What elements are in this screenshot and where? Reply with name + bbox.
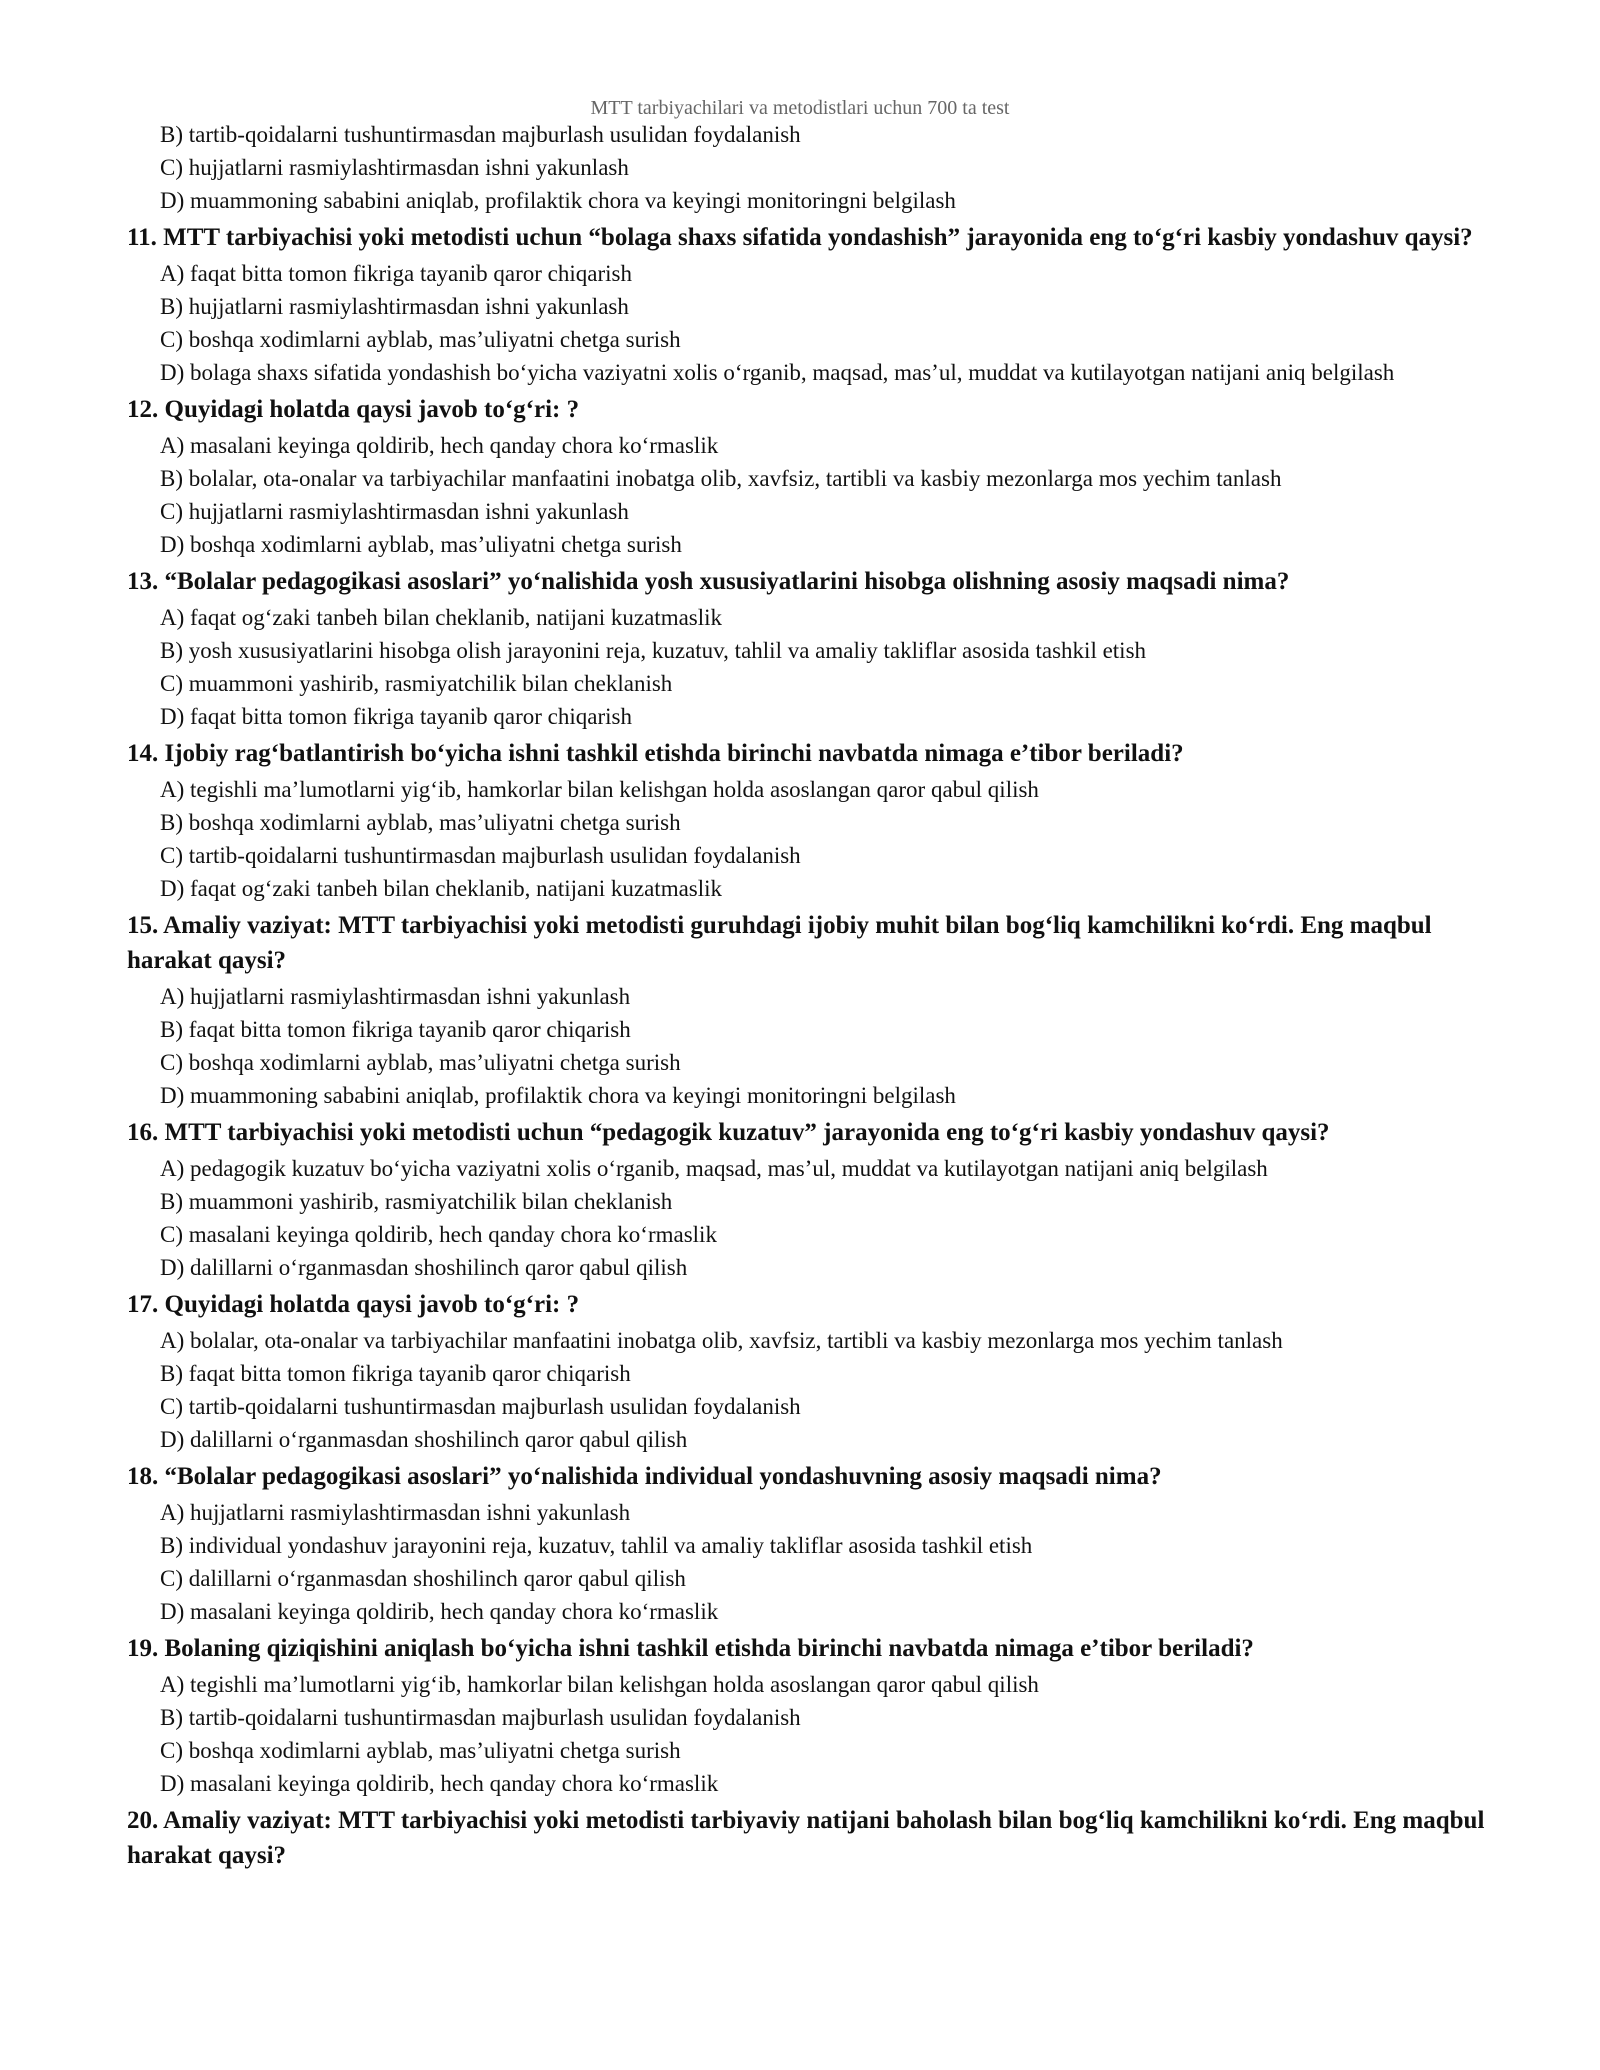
question-block bbox=[127, 1287, 1500, 1456]
answer-option: C) boshqa xodimlarni ayblab, mas’uliyatni chetga surish bbox=[160, 1050, 681, 1075]
answer-option: D) faqat og‘zaki tanbeh bilan cheklanib, natijani kuzatmaslik bbox=[160, 876, 723, 901]
answer-option: D) masalani keyinga qoldirib, hech qanday chora ko‘rmaslik bbox=[160, 1599, 719, 1624]
question-heading bbox=[127, 736, 1500, 771]
answer-option: D) boshqa xodimlarni ayblab, mas’uliyatni chetga surish bbox=[160, 532, 682, 557]
answer-option: C) hujjatlarni rasmiylashtirmasdan ishni yakunlash bbox=[160, 499, 629, 524]
question-number: 16. bbox=[127, 1119, 159, 1146]
question-number: 18. bbox=[127, 1463, 159, 1490]
answer-option: A) masalani keyinga qoldirib, hech qanday chora ko‘rmaslik bbox=[160, 433, 719, 458]
answer-option: B) hujjatlarni rasmiylashtirmasdan ishni yakunlash bbox=[160, 294, 629, 319]
question-text: “Bolalar pedagogikasi asoslari” yo‘nalishida yosh xususiyatlarini hisobga olishning asosiy maqsadi nima? bbox=[164, 568, 1290, 595]
question-number: 13. bbox=[127, 568, 159, 595]
question-text: MTT tarbiyachisi yoki metodisti uchun “bolaga shaxs sifatida yondashish” jarayonida eng to‘g‘ri kasbiy yondashuv qaysi? bbox=[163, 224, 1473, 251]
answer-option: C) boshqa xodimlarni ayblab, mas’uliyatni chetga surish bbox=[160, 327, 681, 352]
answer-option: A) pedagogik kuzatuv bo‘yicha vaziyatni xolis o‘rganib, maqsad, mas’ul, muddat va kutilayotgan natijani aniq belgilash bbox=[160, 1156, 1268, 1181]
answer-option: A) bolalar, ota-onalar va tarbiyachilar manfaatini inobatga olib, xavfsiz, tartibli va kasbiy mezonlarga mos yechim tanlash bbox=[160, 1328, 1283, 1353]
answer-option: B) tartib-qoidalarni tushuntirmasdan majburlash usulidan foydalanish bbox=[160, 122, 801, 147]
answer-option: B) tartib-qoidalarni tushuntirmasdan majburlash usulidan foydalanish bbox=[160, 1705, 801, 1730]
answer-option: D) dalillarni o‘rganmasdan shoshilinch qaror qabul qilish bbox=[160, 1427, 688, 1452]
question-heading bbox=[127, 908, 1500, 978]
question-heading bbox=[127, 564, 1500, 599]
answer-option: D) muammoning sababini aniqlab, profilaktik chora va keyingi monitoringni belgilash bbox=[160, 188, 956, 213]
question-heading bbox=[127, 1803, 1500, 1873]
question-text: Amaliy vaziyat: MTT tarbiyachisi yoki metodisti guruhdagi ijobiy muhit bilan bog‘liq kamchilikni ko‘rdi. Eng maqbul harakat qaysi? bbox=[127, 912, 1432, 974]
question-number: 15. bbox=[127, 912, 159, 939]
answer-option: B) boshqa xodimlarni ayblab, mas’uliyatni chetga surish bbox=[160, 810, 681, 835]
question-number: 17. bbox=[127, 1291, 159, 1318]
question-block bbox=[127, 392, 1500, 561]
answer-option: B) muammoni yashirib, rasmiyatchilik bilan cheklanish bbox=[160, 1189, 673, 1214]
question-heading bbox=[127, 220, 1500, 255]
answer-option: C) tartib-qoidalarni tushuntirmasdan majburlash usulidan foydalanish bbox=[160, 843, 801, 868]
question-block bbox=[127, 1115, 1500, 1284]
question-text: Ijobiy rag‘batlantirish bo‘yicha ishni tashkil etishda birinchi navbatda nimaga e’tibor beriladi? bbox=[164, 740, 1184, 767]
question-block bbox=[127, 1631, 1500, 1800]
answer-option: B) bolalar, ota-onalar va tarbiyachilar manfaatini inobatga olib, xavfsiz, tartibli va kasbiy mezonlarga mos yechim tanlash bbox=[160, 466, 1282, 491]
answer-option: C) tartib-qoidalarni tushuntirmasdan majburlash usulidan foydalanish bbox=[160, 1394, 801, 1419]
question-number: 19. bbox=[127, 1635, 159, 1662]
answer-option: A) hujjatlarni rasmiylashtirmasdan ishni yakunlash bbox=[160, 1500, 631, 1525]
question-heading bbox=[127, 1287, 1500, 1322]
answer-option: D) faqat bitta tomon fikriga tayanib qaror chiqarish bbox=[160, 704, 632, 729]
answer-option: A) faqat og‘zaki tanbeh bilan cheklanib, natijani kuzatmaslik bbox=[160, 605, 723, 630]
question-heading bbox=[127, 392, 1500, 427]
question-text: Quyidagi holatda qaysi javob to‘g‘ri: ? bbox=[164, 396, 580, 423]
answer-option: C) hujjatlarni rasmiylashtirmasdan ishni yakunlash bbox=[160, 155, 629, 180]
answer-option: C) dalillarni o‘rganmasdan shoshilinch qaror qabul qilish bbox=[160, 1566, 686, 1591]
question-number: 12. bbox=[127, 396, 159, 423]
question-heading bbox=[127, 1115, 1500, 1150]
question-text: Bolaning qiziqishini aniqlash bo‘yicha ishni tashkil etishda birinchi navbatda nimaga e’tibor beriladi? bbox=[164, 1635, 1254, 1662]
answer-option: C) boshqa xodimlarni ayblab, mas’uliyatni chetga surish bbox=[160, 1738, 681, 1763]
answer-option: A) tegishli ma’lumotlarni yig‘ib, hamkorlar bilan kelishgan holda asoslangan qaror qabul qilish bbox=[160, 777, 1039, 802]
question-block bbox=[127, 220, 1500, 389]
question-block bbox=[127, 736, 1500, 905]
answer-option: C) muammoni yashirib, rasmiyatchilik bilan cheklanish bbox=[160, 671, 673, 696]
question-text: “Bolalar pedagogikasi asoslari” yo‘nalishida individual yondashuvning asosiy maqsadi nima? bbox=[164, 1463, 1162, 1490]
answer-option: B) faqat bitta tomon fikriga tayanib qaror chiqarish bbox=[160, 1361, 631, 1386]
question-text: MTT tarbiyachisi yoki metodisti uchun “pedagogik kuzatuv” jarayonida eng to‘g‘ri kasbiy yondashuv qaysi? bbox=[164, 1119, 1330, 1146]
question-block bbox=[127, 1803, 1500, 1873]
answer-option: D) dalillarni o‘rganmasdan shoshilinch qaror qabul qilish bbox=[160, 1255, 688, 1280]
question-number: 20. bbox=[127, 1807, 159, 1834]
question-number: 14. bbox=[127, 740, 159, 767]
answer-option: B) yosh xususiyatlarini hisobga olish jarayonini reja, kuzatuv, tahlil va amaliy takliflar asosida tashkil etish bbox=[160, 638, 1147, 663]
answer-option: A) faqat bitta tomon fikriga tayanib qaror chiqarish bbox=[160, 261, 632, 286]
running-header: MTT tarbiyachilari va metodistlari uchun 700 ta test bbox=[590, 97, 1010, 119]
question-text: Amaliy vaziyat: MTT tarbiyachisi yoki metodisti tarbiyaviy natijani baholash bilan bog‘liq kamchilikni ko‘rdi. Eng maqbul harakat qaysi? bbox=[127, 1807, 1485, 1869]
answer-option: D) muammoning sababini aniqlab, profilaktik chora va keyingi monitoringni belgilash bbox=[160, 1083, 956, 1108]
test-content bbox=[127, 118, 1500, 1875]
answer-option: D) masalani keyinga qoldirib, hech qanday chora ko‘rmaslik bbox=[160, 1771, 719, 1796]
answer-option: B) individual yondashuv jarayonini reja, kuzatuv, tahlil va amaliy takliflar asosida tashkil etish bbox=[160, 1533, 1033, 1558]
answer-option: C) masalani keyinga qoldirib, hech qanday chora ko‘rmaslik bbox=[160, 1222, 717, 1247]
answer-option: A) tegishli ma’lumotlarni yig‘ib, hamkorlar bilan kelishgan holda asoslangan qaror qabul qilish bbox=[160, 1672, 1039, 1697]
question-heading bbox=[127, 1631, 1500, 1666]
leading-options bbox=[127, 118, 1500, 217]
answer-option: B) faqat bitta tomon fikriga tayanib qaror chiqarish bbox=[160, 1017, 631, 1042]
question-block bbox=[127, 908, 1500, 1112]
question-block bbox=[127, 1459, 1500, 1628]
question-heading bbox=[127, 1459, 1500, 1494]
answer-option: A) hujjatlarni rasmiylashtirmasdan ishni yakunlash bbox=[160, 984, 631, 1009]
answer-option: D) bolaga shaxs sifatida yondashish bo‘yicha vaziyatni xolis o‘rganib, maqsad, mas’ul, muddat va kutilayotgan natijani aniq belgilash bbox=[160, 360, 1395, 385]
question-block bbox=[127, 564, 1500, 733]
question-number: 11. bbox=[127, 224, 157, 251]
question-text: Quyidagi holatda qaysi javob to‘g‘ri: ? bbox=[164, 1291, 580, 1318]
